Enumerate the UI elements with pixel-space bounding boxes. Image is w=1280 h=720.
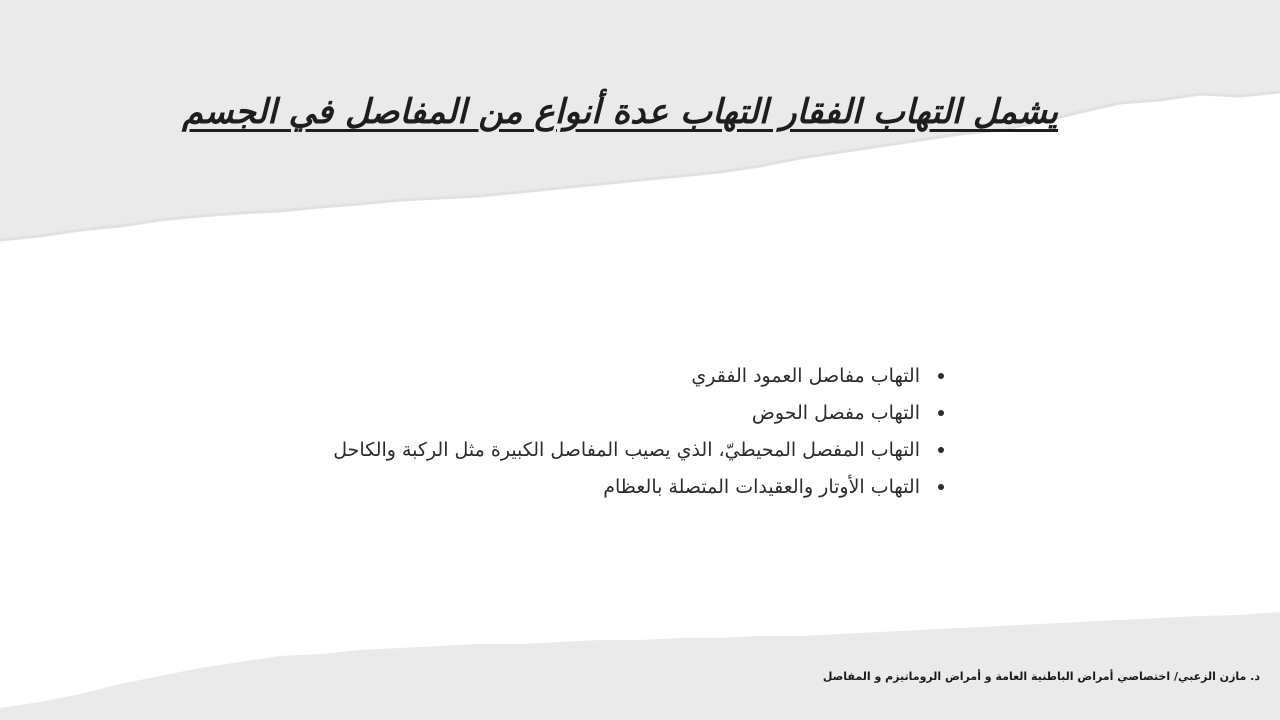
list-item-text: التهاب مفاصل العمود الفقري [691, 365, 920, 387]
footer-author-credit: د. مازن الزعبي/ اختصاصي أمراض الباطنية العامة و أمراض الروماتيزم و المفاصل [822, 670, 1260, 683]
bullet-dot-icon [938, 484, 944, 490]
bullet-list [244, 358, 944, 506]
bullet-dot-icon [938, 373, 944, 379]
list-item-text: التهاب الأوتار والعقيدات المتصلة بالعظام [603, 476, 920, 498]
bullet-dot-icon [938, 410, 944, 416]
list-item [244, 358, 944, 395]
list-item [244, 432, 944, 469]
list-item [244, 395, 944, 432]
bullet-dot-icon [938, 447, 944, 453]
list-item [244, 469, 944, 506]
list-item-text: التهاب مفصل الحوض [751, 402, 920, 424]
list-item-text: التهاب المفصل المحيطيّ، الذي يصيب المفاصل الكبيرة مثل الركبة والكاحل [333, 439, 920, 461]
torn-paper-bottom-decoration [0, 610, 1280, 720]
slide-title: يشمل التهاب الفقار التهاب عدة أنواع من المفاصل في الجسم [181, 92, 1059, 132]
